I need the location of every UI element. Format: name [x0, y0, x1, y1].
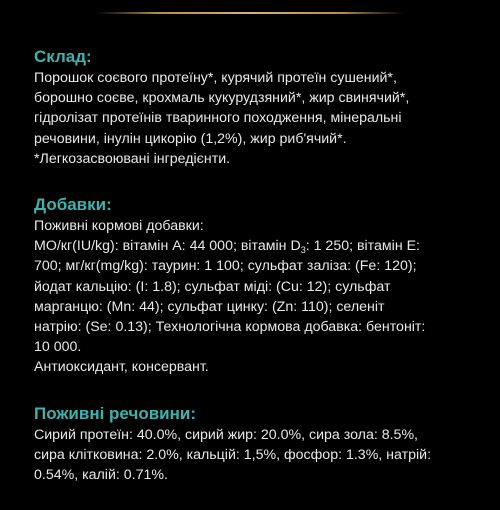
composition-footnote: *Легкозасвоювані інгредієнти. [34, 150, 231, 167]
gold-divider [96, 12, 404, 14]
additives-line: Поживні кормові добавки: [34, 218, 204, 235]
additives-line: 700; мг/кг(mg/kg): таурин: 1 100; сульфат заліза: (Fe: 120); [34, 258, 417, 275]
vitamin-d-subscript: 3 [300, 245, 306, 256]
composition-line: речовини, інулін цикорію (1,2%), жир риб'ячий*. [34, 130, 347, 147]
label-content [34, 46, 464, 510]
composition-heading: Склад: [34, 47, 92, 66]
additives-section [34, 194, 464, 378]
composition-section [34, 46, 464, 169]
additives-vitamins-rest: : 1 250; вітамін E: [305, 238, 420, 255]
additives-vitamins-text: МО/кг(IU/kg): вітамін А: 44 000; вітамін D [34, 238, 301, 255]
nutrients-section [34, 403, 464, 486]
nutrients-heading: Поживні речовини: [34, 403, 196, 423]
composition-line: Порошок соєвого протеїну*, курячий протеїн сушений*, [34, 70, 397, 86]
nutrients-line: сира клітковина: 2.0%, кальцій: 1,5%, фосфор: 1.3%, натрій: [34, 446, 432, 463]
composition-line: гідролізат протеїнів тваринного походження, мінеральні [34, 110, 402, 127]
additives-heading: Добавки: [34, 195, 112, 215]
additives-line: Антиоксидант, консервант. [34, 359, 209, 376]
composition-line: борошно соєве, крохмаль кукурудзяний*, жир свинячий*, [34, 90, 410, 107]
additives-line: натрію: (Se: 0.13); Технологічна кормова добавка: бентоніт: [34, 319, 426, 336]
additives-line: йодат кальцію: (I: 1.8); сульфат міді: (Cu: 12); сульфат [34, 278, 391, 295]
additives-vitamins-line [34, 236, 464, 256]
additives-line: марганцю: (Mn: 44); сульфат цинку: (Zn: 110); селеніт [34, 298, 385, 315]
additives-line: 10 000. [34, 339, 82, 356]
nutrients-line: 0.54%, калій: 0.71%. [34, 467, 168, 484]
nutrients-line: Сирий протеїн: 40.0%, сирий жир: 20.0%, сира зола: 8.5%, [34, 426, 419, 443]
